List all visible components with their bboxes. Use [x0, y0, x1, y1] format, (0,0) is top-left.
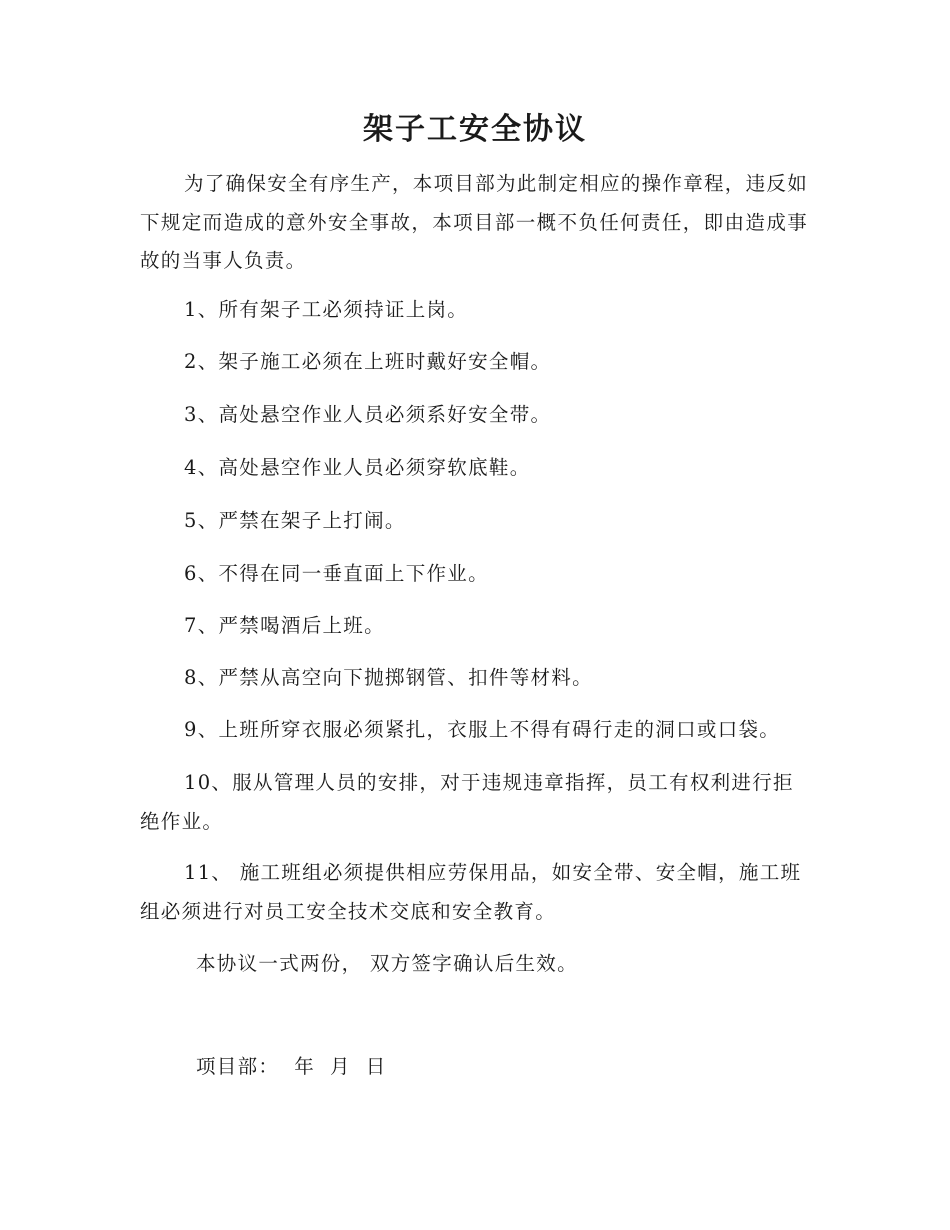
rule-item-8: 8、严禁从高空向下抛掷钢管、扣件等材料。 — [184, 666, 593, 689]
document-title: 架子工安全协议 — [363, 112, 587, 147]
rule-item-10: 10、服从管理人员的安排，对于违规违章指挥，员工有权利进行拒绝作业。 — [140, 771, 794, 833]
closing-statement: 本协议一式两份， 双方签字确认后生效。 — [196, 952, 578, 975]
rule-item-2: 2、架子施工必须在上班时戴好安全帽。 — [184, 350, 552, 373]
intro-paragraph: 为了确保安全有序生产，本项目部为此制定相应的操作章程，违反如下规定而造成的意外安全事故，本项目部一概不负任何责任，即由造成事故的当事人负责。 — [140, 172, 809, 272]
rule-item-11: 11、 施工班组必须提供相应劳保用品，如安全带、安全帽，施工班组必须进行对员工安全技术交底和安全教育。 — [140, 861, 802, 923]
rule-item-9: 9、上班所穿衣服必须紧扎，衣服上不得有碍行走的洞口或口袋。 — [184, 718, 781, 741]
rule-item-3: 3、高处悬空作业人员必须系好安全带。 — [184, 403, 552, 426]
rule-item-1: 1、所有架子工必须持证上岗。 — [184, 298, 469, 321]
rule-item-4: 4、高处悬空作业人员必须穿软底鞋。 — [184, 456, 531, 479]
rule-item-5: 5、严禁在架子上打闹。 — [184, 509, 406, 532]
signature-line: 项目部： 年 月 日 — [196, 1055, 387, 1078]
rule-item-7: 7、严禁喝酒后上班。 — [184, 614, 385, 637]
rule-item-6: 6、不得在同一垂直面上下作业。 — [184, 562, 489, 585]
